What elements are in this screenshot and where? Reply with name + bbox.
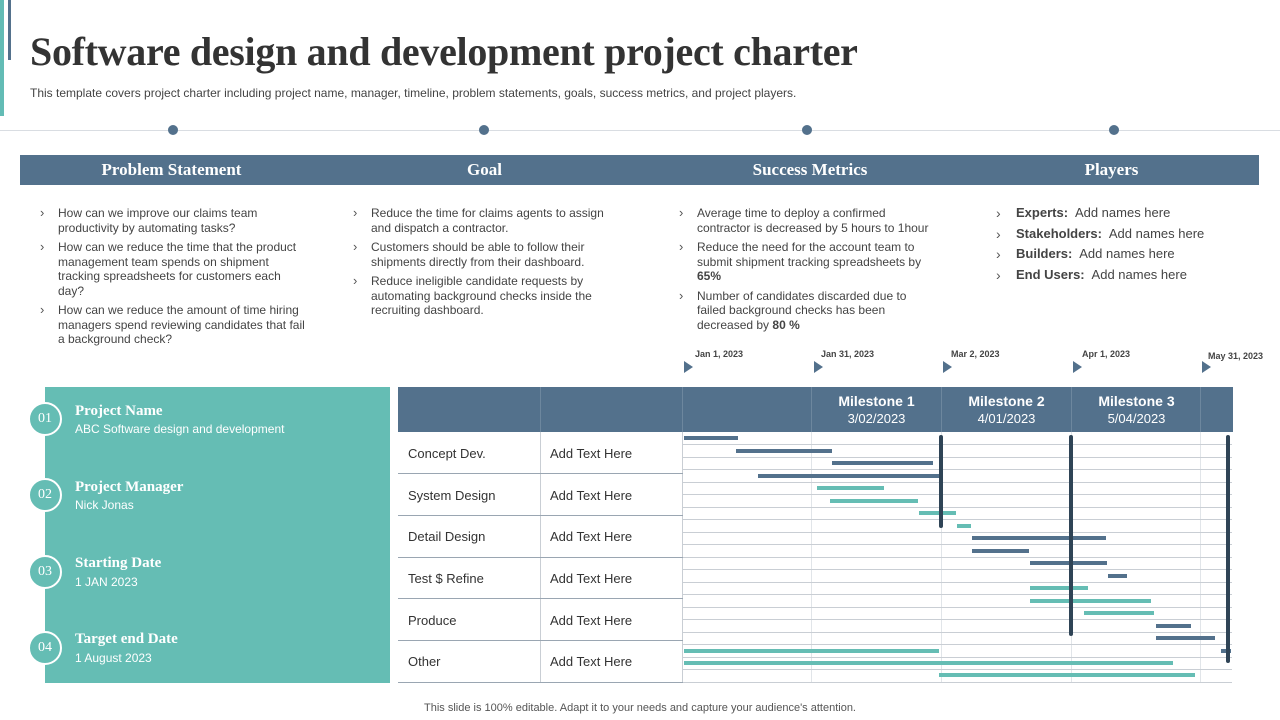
milestone-1-header	[812, 393, 941, 427]
player-names: Add names here	[1079, 246, 1175, 262]
project-name-label: Project Name	[75, 403, 163, 419]
gantt-bar	[1030, 599, 1151, 603]
header-separator	[682, 387, 683, 432]
gantt-grid-line	[683, 557, 1232, 558]
gantt-grid-line	[683, 657, 1232, 658]
milestone-name: Milestone 3	[1098, 393, 1175, 409]
metric-value: 65%	[697, 269, 722, 283]
gantt-bar	[939, 673, 1195, 677]
timeline-date: May 31, 2023	[1208, 351, 1264, 361]
goal-item: › Reduce ineligible candidate requests by automating background checks inside the recruiting dashboard.	[353, 274, 618, 318]
goal-list	[353, 206, 618, 323]
success-metrics-heading: Success Metrics	[752, 160, 868, 179]
gantt-grid-line	[683, 457, 1232, 458]
gantt-bar	[684, 661, 1173, 665]
metric-item	[679, 206, 937, 235]
row-divider	[398, 557, 683, 558]
player-names: Add names here	[1074, 205, 1171, 220]
metric-value: 80 %	[772, 317, 800, 332]
starting-date-label: Starting Date	[75, 555, 162, 571]
milestone-date: 4/01/2023	[977, 411, 1036, 426]
gantt-bar	[972, 536, 1106, 540]
milestone-name: Milestone 2	[968, 393, 1045, 409]
players-list	[996, 205, 1204, 288]
gantt-bar	[957, 524, 971, 528]
timeline-date: Jan 31, 2023	[821, 349, 875, 359]
gantt-grid-line	[683, 582, 1232, 583]
milestone-name: Milestone 1	[838, 393, 915, 409]
gantt-grid-line	[683, 494, 1232, 495]
gantt-grid-line	[683, 507, 1232, 508]
gantt-grid-line	[683, 644, 1232, 645]
player-role: Experts:	[1016, 205, 1069, 220]
task-name: Produce	[408, 613, 457, 628]
gantt-bar	[1030, 586, 1088, 590]
gantt-grid-line	[683, 632, 1232, 633]
milestone-date: 3/02/2023	[847, 411, 906, 426]
gantt-grid-line	[683, 482, 1232, 483]
row-divider	[398, 598, 683, 599]
milestone-marker-line	[1069, 435, 1073, 636]
divider-line	[0, 130, 1280, 131]
gantt-bar	[817, 486, 884, 490]
gantt-grid-line	[683, 607, 1232, 608]
goal-heading: Goal	[467, 160, 502, 179]
player-role: Stakeholders:	[1016, 225, 1102, 241]
milestone-3-header	[1072, 393, 1201, 427]
metric-item	[679, 289, 937, 333]
gantt-bar	[684, 649, 939, 653]
task-description: Add Text Here	[550, 529, 633, 544]
page-subtitle: This template covers project charter including project name, manager, timeline, problem statements, goals, success metrics, and project players.	[30, 86, 797, 100]
milestone-2-header	[942, 393, 1071, 427]
project-manager-value: Nick Jonas	[75, 498, 134, 512]
player-item	[996, 226, 1204, 247]
player-role: End Users:	[1016, 267, 1085, 283]
task-description: Add Text Here	[550, 654, 633, 669]
project-name-value: ABC Software design and development	[75, 422, 285, 436]
goal-item: › Reduce the time for claims agents to assign and dispatch a contractor.	[353, 206, 618, 235]
gantt-bar	[1084, 611, 1154, 615]
row-divider	[398, 640, 683, 641]
gantt-grid-line	[683, 569, 1232, 570]
gantt-bar	[972, 549, 1029, 553]
metric-text: Reduce the need for the account team to submit shipment tracking spreadsheets by	[697, 240, 922, 269]
player-item	[996, 267, 1204, 288]
project-manager-label: Project Manager	[75, 479, 184, 495]
gantt-bar	[919, 511, 956, 515]
date-marker-icon	[814, 361, 823, 373]
step-number-badge: 04	[28, 631, 62, 665]
step-number-badge: 01	[28, 402, 62, 436]
gantt-bar	[1108, 574, 1127, 578]
player-item	[996, 205, 1204, 226]
timeline-dot	[1109, 125, 1119, 135]
timeline-dot	[479, 125, 489, 135]
task-description: Add Text Here	[550, 446, 633, 461]
player-item	[996, 246, 1204, 267]
problem-list	[40, 206, 308, 352]
timeline-date: Apr 1, 2023	[1082, 349, 1131, 359]
gantt-grid-line	[683, 532, 1232, 533]
accent-bar-dark	[8, 0, 11, 60]
row-divider	[398, 682, 683, 683]
gantt-grid-line	[683, 669, 1232, 670]
milestone-marker-line	[1226, 435, 1230, 663]
task-name: Other	[408, 654, 441, 669]
players-heading: Players	[1084, 160, 1139, 179]
gantt-bar	[684, 436, 738, 440]
date-marker-icon	[1202, 361, 1211, 373]
gantt-grid-line	[683, 544, 1232, 545]
task-description: Add Text Here	[550, 488, 633, 503]
target-end-date-label: Target end Date	[75, 631, 178, 647]
gantt-bar	[1156, 636, 1215, 640]
task-name: Concept Dev.	[408, 446, 486, 461]
task-description: Add Text Here	[550, 571, 633, 586]
date-marker-icon	[943, 361, 952, 373]
row-divider	[398, 473, 683, 474]
task-name: Detail Design	[408, 529, 486, 544]
gantt-grid-line	[683, 594, 1232, 595]
player-names: Add names here	[1108, 225, 1205, 241]
gantt-grid-line	[683, 682, 1232, 683]
gantt-grid-line	[683, 619, 1232, 620]
timeline-dot	[802, 125, 812, 135]
gantt-bar	[1156, 624, 1191, 628]
metric-item	[679, 240, 937, 284]
row-divider	[398, 515, 683, 516]
player-names: Add names here	[1091, 267, 1187, 283]
timeline-dot	[168, 125, 178, 135]
gantt-bar	[830, 499, 918, 503]
target-end-date-value: 1 August 2023	[75, 651, 152, 665]
problem-statement-heading: Problem Statement	[101, 160, 242, 179]
metrics-list	[679, 206, 937, 337]
metric-text: Average time to deploy a confirmed contractor is decreased by 5 hours to 1hour	[697, 206, 929, 235]
step-number-badge: 03	[28, 555, 62, 589]
timeline-date: Mar 2, 2023	[951, 349, 1000, 359]
accent-bar	[0, 0, 4, 116]
milestone-marker-line	[939, 435, 943, 528]
gantt-bar	[832, 461, 933, 465]
gantt-grid-line	[683, 469, 1232, 470]
date-marker-icon	[1073, 361, 1082, 373]
page-title: Software design and development project charter	[30, 29, 858, 74]
gantt-grid-line	[683, 519, 1232, 520]
problem-item: › How can we reduce the time that the product management team spends on shipment tracking spreadsheets for customers each day?	[40, 240, 308, 298]
footer-note: This slide is 100% editable. Adapt it to your needs and capture your audience's attention.	[424, 702, 856, 714]
step-number-badge: 02	[28, 478, 62, 512]
task-name: System Design	[408, 488, 496, 503]
goal-item: › Customers should be able to follow their shipments directly from their dashboard.	[353, 240, 618, 269]
header-separator	[540, 387, 541, 432]
problem-item: › How can we reduce the amount of time hiring managers spend reviewing candidates that fail a background check?	[40, 303, 308, 347]
gantt-bar	[736, 449, 832, 453]
gantt-bar	[758, 474, 941, 478]
metric-text: Number of candidates discarded due to failed background checks has been decreased by	[697, 288, 907, 332]
gantt-grid-line	[683, 444, 1232, 445]
player-role: Builders:	[1016, 246, 1073, 262]
problem-item: › How can we improve our claims team productivity by automating tasks?	[40, 206, 308, 235]
milestone-date: 5/04/2023	[1107, 411, 1166, 426]
date-marker-icon	[684, 361, 693, 373]
starting-date-value: 1 JAN 2023	[75, 575, 138, 589]
task-name: Test $ Refine	[408, 571, 484, 586]
timeline-date: Jan 1, 2023	[695, 349, 744, 359]
task-description: Add Text Here	[550, 613, 633, 628]
